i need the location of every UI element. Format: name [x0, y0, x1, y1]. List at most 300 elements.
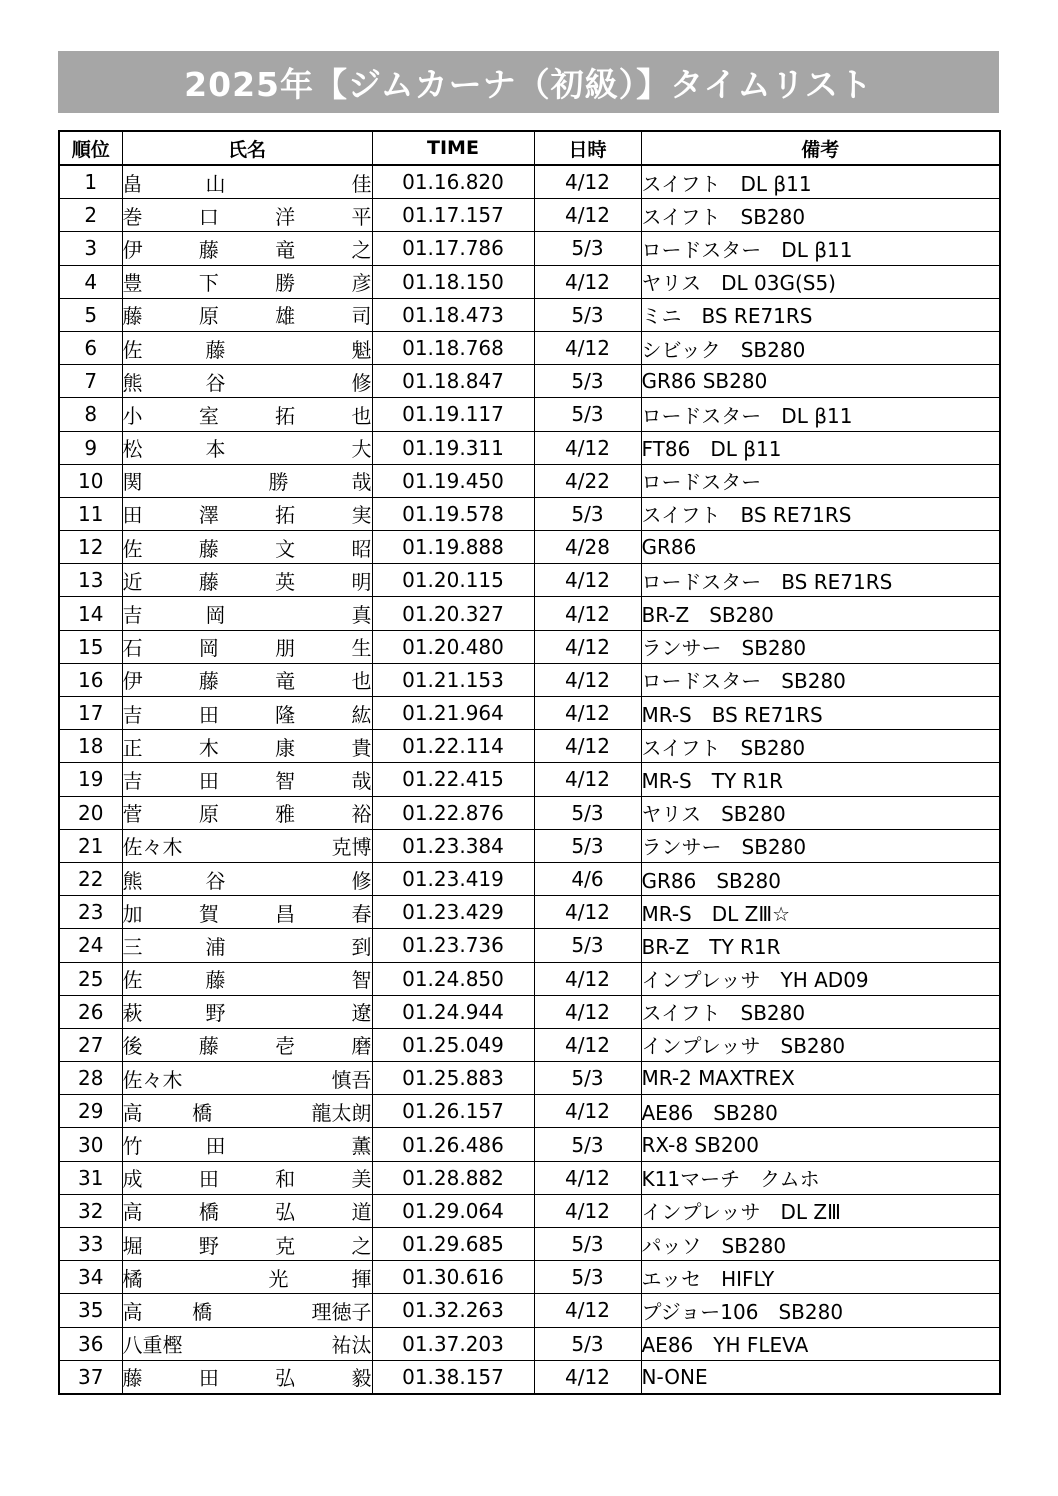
name-glyphs	[123, 765, 372, 794]
note-cell: ランサー SB280	[641, 829, 1000, 862]
time-cell: 01.20.327	[372, 597, 534, 630]
name-part: 康	[275, 735, 296, 760]
name-part: 雄	[275, 304, 296, 329]
rank-cell: 35	[59, 1294, 122, 1327]
date-cell: 4/12	[534, 962, 641, 995]
rank-cell: 1	[59, 165, 122, 199]
note-cell: GR86 SB280	[641, 365, 1000, 398]
date-cell: 5/3	[534, 298, 641, 331]
name-glyphs	[123, 1097, 372, 1126]
time-cell: 01.24.850	[372, 962, 534, 995]
time-cell: 01.23.384	[372, 829, 534, 862]
header-name: 氏名	[122, 131, 372, 165]
date-cell: 4/12	[534, 165, 641, 199]
date-cell: 5/3	[534, 365, 641, 398]
time-cell: 01.28.882	[372, 1161, 534, 1194]
date-cell: 4/12	[534, 896, 641, 929]
rank-cell: 32	[59, 1194, 122, 1227]
name-part: 後	[122, 1034, 143, 1059]
name-part: 藤	[122, 1366, 143, 1391]
time-cell: 01.17.786	[372, 232, 534, 265]
name-part: 勝	[268, 470, 289, 495]
name-cell	[122, 1294, 372, 1327]
name-part: 藤	[198, 237, 219, 262]
name-cell	[122, 1095, 372, 1128]
name-part: 修	[351, 370, 372, 395]
note-cell: プジョー106 SB280	[641, 1294, 1000, 1327]
name-part: 竜	[275, 669, 296, 694]
name-part: 美	[351, 1167, 372, 1192]
table-row	[59, 232, 1000, 265]
rank-cell: 5	[59, 298, 122, 331]
name-part: 朋	[275, 636, 296, 661]
name-part: 生	[351, 636, 372, 661]
date-cell: 4/12	[534, 265, 641, 298]
name-cell	[122, 232, 372, 265]
name-part: 遼	[351, 1001, 372, 1026]
time-cell: 01.23.429	[372, 896, 534, 929]
name-part: 藤	[198, 569, 219, 594]
name-part: 壱	[275, 1034, 296, 1059]
name-cell	[122, 929, 372, 962]
note-cell: BR-Z TY R1R	[641, 929, 1000, 962]
name-part: 原	[198, 802, 219, 827]
table-row	[59, 1261, 1000, 1294]
name-part: 菅	[122, 802, 143, 827]
header-time: TIME	[372, 131, 534, 165]
header-date: 日時	[534, 131, 641, 165]
name-glyphs	[123, 201, 372, 230]
name-glyphs	[123, 1064, 372, 1093]
name-glyphs	[123, 964, 372, 993]
name-part: 加	[122, 901, 143, 926]
name-part: 藤	[198, 669, 219, 694]
rank-cell: 2	[59, 199, 122, 232]
name-part: 道	[351, 1200, 372, 1225]
name-part: 吉	[122, 702, 143, 727]
rank-cell: 15	[59, 630, 122, 663]
time-cell: 01.29.685	[372, 1228, 534, 1261]
note-cell: ロードスター BS RE71RS	[641, 564, 1000, 597]
date-cell: 5/3	[534, 232, 641, 265]
name-part: 貴	[351, 735, 372, 760]
note-cell: N-ONE	[641, 1360, 1000, 1394]
name-part: 昌	[275, 901, 296, 926]
name-glyphs	[123, 865, 372, 894]
name-cell	[122, 995, 372, 1028]
time-cell: 01.19.578	[372, 497, 534, 530]
name-part: 祐汰	[331, 1333, 372, 1358]
name-part: 正	[122, 735, 143, 760]
time-cell: 01.24.944	[372, 995, 534, 1028]
name-part: 本	[205, 437, 226, 462]
name-cell	[122, 1360, 372, 1394]
name-glyphs	[123, 1263, 372, 1292]
name-part: 伊	[122, 237, 143, 262]
name-part: 萩	[122, 1001, 143, 1026]
name-cell	[122, 962, 372, 995]
note-cell: ロードスター DL β11	[641, 232, 1000, 265]
table-row	[59, 829, 1000, 862]
date-cell: 4/6	[534, 862, 641, 895]
rank-cell: 36	[59, 1327, 122, 1360]
rank-cell: 3	[59, 232, 122, 265]
name-part: 拓	[275, 503, 296, 528]
name-cell	[122, 1228, 372, 1261]
name-part: 慎吾	[331, 1067, 372, 1092]
name-part: 克	[275, 1233, 296, 1258]
name-cell	[122, 165, 372, 199]
name-glyphs	[123, 798, 372, 827]
name-cell	[122, 730, 372, 763]
date-cell: 4/12	[534, 1161, 641, 1194]
name-glyphs	[123, 732, 372, 761]
name-cell	[122, 298, 372, 331]
table-row	[59, 497, 1000, 530]
name-part: 佐々木	[122, 835, 183, 860]
name-cell	[122, 1194, 372, 1227]
name-part: 谷	[205, 370, 226, 395]
date-cell: 4/12	[534, 995, 641, 1028]
name-part: 吉	[122, 768, 143, 793]
note-cell: スイフト SB280	[641, 995, 1000, 1028]
date-cell: 4/22	[534, 464, 641, 497]
time-cell: 01.22.415	[372, 763, 534, 796]
header-rank: 順位	[59, 131, 122, 165]
time-cell: 01.20.480	[372, 630, 534, 663]
note-cell: ロードスター	[641, 464, 1000, 497]
note-cell: ヤリス DL 03G(S5)	[641, 265, 1000, 298]
name-part: 佳	[351, 171, 372, 196]
date-cell: 4/12	[534, 1360, 641, 1394]
name-part: 澤	[198, 503, 219, 528]
name-glyphs	[123, 1130, 372, 1159]
name-cell	[122, 1062, 372, 1095]
date-cell: 5/3	[534, 1327, 641, 1360]
date-cell: 5/3	[534, 1228, 641, 1261]
date-cell: 5/3	[534, 497, 641, 530]
name-part: 賀	[198, 901, 219, 926]
name-cell	[122, 663, 372, 696]
name-part: 田	[198, 702, 219, 727]
table-row	[59, 564, 1000, 597]
note-cell: MR-S BS RE71RS	[641, 697, 1000, 730]
name-part: 熊	[122, 868, 143, 893]
name-cell	[122, 697, 372, 730]
name-part: 之	[351, 237, 372, 262]
note-cell: ロードスター SB280	[641, 663, 1000, 696]
table-row	[59, 199, 1000, 232]
name-part: 藤	[198, 1034, 219, 1059]
name-part: 高	[122, 1299, 143, 1324]
rank-cell: 30	[59, 1128, 122, 1161]
rank-cell: 13	[59, 564, 122, 597]
date-cell: 5/3	[534, 1128, 641, 1161]
name-part: 口	[198, 204, 219, 229]
name-glyphs	[123, 466, 372, 495]
name-part: 洋	[275, 204, 296, 229]
name-part: 雅	[275, 802, 296, 827]
name-cell	[122, 1327, 372, 1360]
table-row	[59, 1028, 1000, 1061]
name-glyphs	[123, 499, 372, 528]
name-glyphs	[123, 533, 372, 562]
name-part: 小	[122, 403, 143, 428]
table-row	[59, 597, 1000, 630]
name-glyphs	[123, 433, 372, 462]
name-glyphs	[123, 632, 372, 661]
name-cell	[122, 597, 372, 630]
note-cell: MR-2 MAXTREX	[641, 1062, 1000, 1095]
name-part: 也	[351, 669, 372, 694]
time-cell: 01.37.203	[372, 1327, 534, 1360]
name-part: 田	[198, 1366, 219, 1391]
date-cell: 4/12	[534, 730, 641, 763]
time-cell: 01.23.736	[372, 929, 534, 962]
time-cell: 01.19.888	[372, 531, 534, 564]
name-cell	[122, 497, 372, 530]
name-part: 毅	[351, 1366, 372, 1391]
date-cell: 5/3	[534, 829, 641, 862]
time-cell: 01.18.150	[372, 265, 534, 298]
name-part: 智	[275, 768, 296, 793]
table-row	[59, 265, 1000, 298]
rank-cell: 29	[59, 1095, 122, 1128]
name-glyphs	[123, 1329, 372, 1358]
rank-cell: 28	[59, 1062, 122, 1095]
name-cell	[122, 763, 372, 796]
time-cell: 01.30.616	[372, 1261, 534, 1294]
name-glyphs	[123, 997, 372, 1026]
note-cell: MR-S DL ZⅢ☆	[641, 896, 1000, 929]
time-cell: 01.17.157	[372, 199, 534, 232]
name-part: 田	[198, 768, 219, 793]
name-glyphs	[123, 831, 372, 860]
name-part: 理徳子	[311, 1299, 372, 1324]
table-row	[59, 896, 1000, 929]
rank-cell: 31	[59, 1161, 122, 1194]
time-cell: 01.21.153	[372, 663, 534, 696]
table-row	[59, 630, 1000, 663]
note-cell: スイフト SB280	[641, 199, 1000, 232]
rank-cell: 23	[59, 896, 122, 929]
name-part: 彦	[351, 271, 372, 296]
name-cell	[122, 630, 372, 663]
time-cell: 01.19.117	[372, 398, 534, 431]
table-row	[59, 1194, 1000, 1227]
table-row	[59, 464, 1000, 497]
name-part: 到	[351, 934, 372, 959]
name-glyphs	[123, 898, 372, 927]
name-part: 竜	[275, 237, 296, 262]
name-part: 弘	[275, 1200, 296, 1225]
table-row	[59, 1062, 1000, 1095]
name-glyphs	[123, 1163, 372, 1192]
name-part: 也	[351, 403, 372, 428]
table-row	[59, 331, 1000, 364]
note-cell: パッソ SB280	[641, 1228, 1000, 1261]
name-cell	[122, 331, 372, 364]
date-cell: 4/12	[534, 431, 641, 464]
time-cell: 01.19.311	[372, 431, 534, 464]
name-glyphs	[123, 400, 372, 429]
name-cell	[122, 1028, 372, 1061]
name-part: 田	[122, 503, 143, 528]
table-row	[59, 962, 1000, 995]
date-cell: 4/12	[534, 1095, 641, 1128]
name-part: 大	[351, 437, 372, 462]
name-part: 佐	[122, 337, 143, 362]
name-part: 藤	[122, 304, 143, 329]
table-row	[59, 531, 1000, 564]
name-part: 司	[351, 304, 372, 329]
name-part: 堀	[122, 1233, 143, 1258]
name-cell	[122, 398, 372, 431]
note-cell: ミニ BS RE71RS	[641, 298, 1000, 331]
rank-cell: 18	[59, 730, 122, 763]
rank-cell: 10	[59, 464, 122, 497]
name-part: 佐	[122, 536, 143, 561]
note-cell: BR-Z SB280	[641, 597, 1000, 630]
time-cell: 01.18.473	[372, 298, 534, 331]
name-cell	[122, 1128, 372, 1161]
name-part: 磨	[351, 1034, 372, 1059]
header-row	[59, 131, 1000, 165]
name-part: 哉	[351, 470, 372, 495]
name-glyphs	[123, 931, 372, 960]
date-cell: 4/12	[534, 597, 641, 630]
name-part: 弘	[275, 1366, 296, 1391]
name-part: 近	[122, 569, 143, 594]
date-cell: 4/12	[534, 1294, 641, 1327]
rank-cell: 9	[59, 431, 122, 464]
rank-cell: 14	[59, 597, 122, 630]
table-row	[59, 1294, 1000, 1327]
note-cell: インプレッサ DL ZⅢ	[641, 1194, 1000, 1227]
rank-cell: 4	[59, 265, 122, 298]
name-part: 藤	[205, 968, 226, 993]
name-part: 春	[351, 901, 372, 926]
rank-cell: 26	[59, 995, 122, 1028]
name-part: 紘	[351, 702, 372, 727]
name-part: 明	[351, 569, 372, 594]
note-cell: インプレッサ YH AD09	[641, 962, 1000, 995]
time-cell: 01.32.263	[372, 1294, 534, 1327]
name-glyphs	[123, 566, 372, 595]
date-cell: 4/12	[534, 1194, 641, 1227]
name-part: 山	[205, 171, 226, 196]
name-part: 智	[351, 968, 372, 993]
table-row	[59, 697, 1000, 730]
time-cell: 01.38.157	[372, 1360, 534, 1394]
date-cell: 4/12	[534, 1028, 641, 1061]
note-cell: MR-S TY R1R	[641, 763, 1000, 796]
table-row	[59, 431, 1000, 464]
table-row	[59, 1327, 1000, 1360]
name-part: 光	[268, 1266, 289, 1291]
name-part: 野	[198, 1233, 219, 1258]
rank-cell: 22	[59, 862, 122, 895]
name-part: 岡	[198, 636, 219, 661]
table-row	[59, 796, 1000, 829]
time-cell: 01.16.820	[372, 165, 534, 199]
name-cell	[122, 265, 372, 298]
name-glyphs	[123, 1230, 372, 1259]
name-part: 畠	[122, 171, 143, 196]
name-glyphs	[123, 300, 372, 329]
name-cell	[122, 531, 372, 564]
name-cell	[122, 199, 372, 232]
name-part: 成	[122, 1167, 143, 1192]
name-part: 橋	[192, 1299, 213, 1324]
name-glyphs	[123, 699, 372, 728]
table-row	[59, 165, 1000, 199]
rank-cell: 12	[59, 531, 122, 564]
date-cell: 5/3	[534, 796, 641, 829]
name-part: 田	[198, 1167, 219, 1192]
time-cell: 01.23.419	[372, 862, 534, 895]
name-part: 橘	[122, 1266, 143, 1291]
note-cell: K11マーチ クムホ	[641, 1161, 1000, 1194]
name-part: 伊	[122, 669, 143, 694]
name-part: 之	[351, 1233, 372, 1258]
name-part: 藤	[205, 337, 226, 362]
name-cell	[122, 796, 372, 829]
name-cell	[122, 829, 372, 862]
table-row	[59, 365, 1000, 398]
rank-cell: 25	[59, 962, 122, 995]
name-part: 橋	[198, 1200, 219, 1225]
name-cell	[122, 1161, 372, 1194]
time-cell: 01.25.049	[372, 1028, 534, 1061]
name-part: 高	[122, 1200, 143, 1225]
name-part: 熊	[122, 370, 143, 395]
name-part: 八重樫	[122, 1333, 183, 1358]
note-cell: シビック SB280	[641, 331, 1000, 364]
rank-cell: 33	[59, 1228, 122, 1261]
name-part: 揮	[351, 1266, 372, 1291]
table-row	[59, 1128, 1000, 1161]
name-part: 昭	[351, 536, 372, 561]
table-body	[59, 165, 1000, 1394]
name-part: 松	[122, 437, 143, 462]
time-cell: 01.25.883	[372, 1062, 534, 1095]
rank-cell: 24	[59, 929, 122, 962]
rank-cell: 6	[59, 331, 122, 364]
note-cell: GR86	[641, 531, 1000, 564]
name-part: 橋	[192, 1100, 213, 1125]
name-cell	[122, 464, 372, 497]
name-glyphs	[123, 267, 372, 296]
name-part: 関	[122, 470, 143, 495]
name-glyphs	[123, 1362, 372, 1391]
date-cell: 4/12	[534, 763, 641, 796]
time-cell: 01.20.115	[372, 564, 534, 597]
name-part: 裕	[351, 802, 372, 827]
name-part: 隆	[275, 702, 296, 727]
rank-cell: 7	[59, 365, 122, 398]
time-cell: 01.18.847	[372, 365, 534, 398]
time-cell: 01.18.768	[372, 331, 534, 364]
name-part: 藤	[198, 536, 219, 561]
name-part: 英	[275, 569, 296, 594]
date-cell: 4/12	[534, 564, 641, 597]
rank-cell: 19	[59, 763, 122, 796]
table-row	[59, 1360, 1000, 1394]
name-cell	[122, 896, 372, 929]
time-cell: 01.26.486	[372, 1128, 534, 1161]
table-row	[59, 398, 1000, 431]
